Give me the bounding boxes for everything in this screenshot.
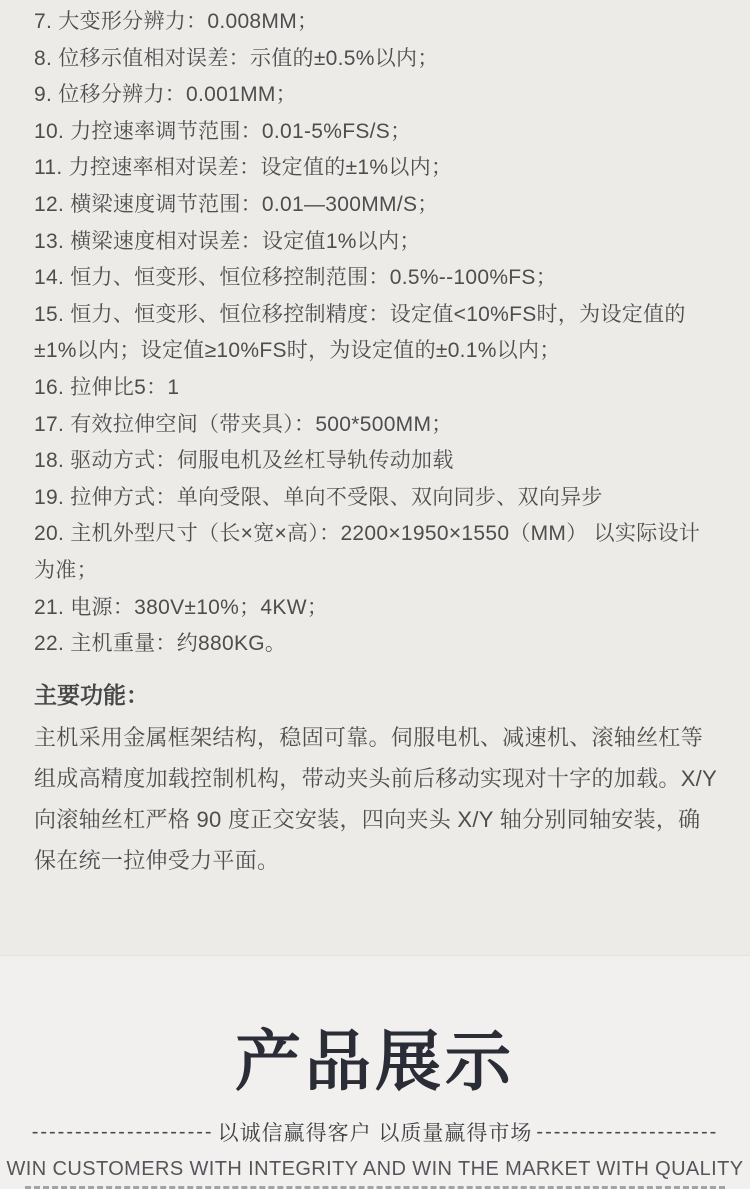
spec-item: 22. 主机重量：约880KG。 (34, 632, 287, 656)
tagline-dashes-left: --------------------- (31, 1120, 214, 1143)
english-slogan: WIN CUSTOMERS WITH INTEGRITY AND WIN THE MARKET WITH QUALITY (6, 1158, 744, 1180)
product-showcase-section (0, 955, 750, 1189)
spec-item: 8. 位移示值相对误差：示值的±0.5%以内； (34, 46, 439, 70)
spec-item: 12. 横梁速度调节范围：0.01—300MM/S； (34, 192, 439, 216)
functions-body: 主机采用金属框架结构，稳固可靠。伺服电机、减速机、滚轴丝杠等组成高精度加载控制机构，带动夹头前后移动实现对十字的加载。X/Y 向滚轴丝杠严格 90 度正交安装，四向夹头 X/Y 轴分别同轴安装，确保在统一拉伸受力平面。 (34, 724, 717, 873)
spec-item: 7. 大变形分辨力：0.008MM； (34, 10, 319, 33)
spec-item: 11. 力控速率相对误差：设定值的±1%以内； (34, 156, 453, 180)
tagline-text: 以诚信赢得客户 以质量赢得市场 (217, 1122, 533, 1145)
spec-item: 14. 恒力、恒变形、恒位移控制范围：0.5%--100%FS； (34, 266, 558, 290)
spec-list (34, 4, 720, 663)
spec-item: 13. 横梁速度相对误差：设定值1%以内； (34, 229, 421, 253)
spec-item: 19. 拉伸方式：单向受限、单向不受限、双向同步、双向异步 (34, 485, 603, 509)
spec-item: 17. 有效拉伸空间（带夹具）：500*500MM； (34, 412, 453, 436)
spec-item: 10. 力控速率调节范围：0.01-5%FS/S； (34, 119, 412, 143)
spec-item: 16. 拉伸比5：1 (34, 375, 180, 399)
tagline-divider (0, 1117, 750, 1147)
spec-item: 18. 驱动方式：伺服电机及丝杠导轨传动加载 (34, 449, 454, 473)
spec-item: 21. 电源：380V±10%；4KW； (34, 595, 329, 619)
spec-item: 15. 恒力、恒变形、恒位移控制精度：设定值<10%FS时，为设定值的±1%以内；设定值≥10%FS时，为设定值的±0.1%以内； (34, 302, 686, 363)
functions-heading: 主要功能： (34, 681, 149, 708)
spec-item: 20. 主机外型尺寸（长×宽×高）：2200×1950×1550（MM） 以实际设计为准； (34, 522, 701, 582)
spec-item: 9. 位移分辨力：0.001MM； (34, 83, 297, 107)
product-showcase-title: 产品展示 (235, 1024, 515, 1098)
tagline-dashes-right: --------------------- (536, 1120, 719, 1143)
